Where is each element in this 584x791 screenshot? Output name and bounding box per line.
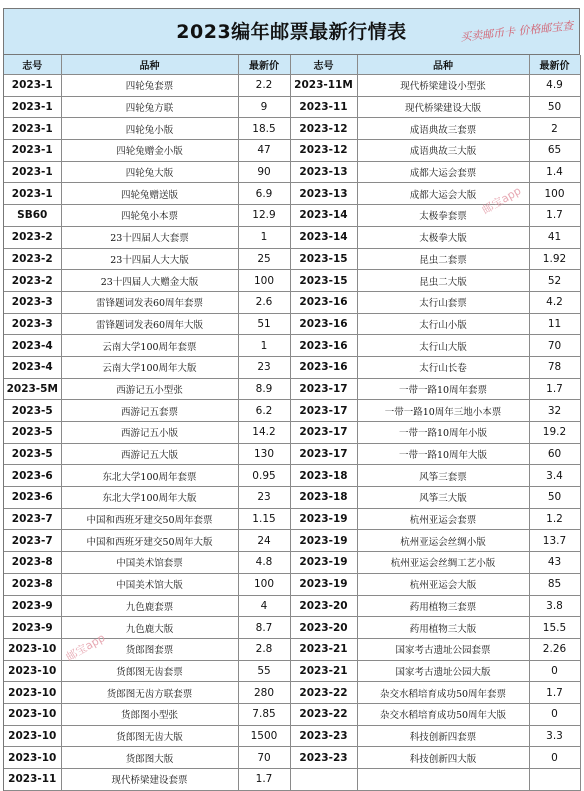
table-row	[4, 703, 580, 725]
cell-name-left: 东北大学100周年大版	[61, 487, 238, 509]
cell-price-left: 12.9	[238, 205, 290, 227]
table-row	[4, 552, 580, 574]
cell-price-right: 19.2	[529, 422, 580, 444]
cell-price-left: 2.2	[238, 75, 290, 97]
cell-name-right: 药用植物三套票	[357, 595, 529, 617]
cell-name-right: 太行山套票	[357, 291, 529, 313]
table-row	[4, 356, 580, 378]
cell-code-right: 2023-12	[290, 140, 357, 162]
table-row	[4, 487, 580, 509]
table-row	[4, 291, 580, 313]
cell-code-right: 2023-17	[290, 443, 357, 465]
table-row	[4, 573, 580, 595]
cell-price-right: 3.3	[529, 725, 580, 747]
cell-name-left: 四轮兔小版	[61, 118, 238, 140]
watermark: 邮宝app	[63, 631, 108, 664]
cell-code-left: 2023-5M	[4, 378, 61, 400]
cell-price-left: 100	[238, 573, 290, 595]
cell-name-right: 太极拳套票	[357, 205, 529, 227]
table-row	[4, 400, 580, 422]
header-name-right: 品种	[357, 55, 529, 75]
cell-name-left: 23十四届人大套票	[61, 226, 238, 248]
cell-code-left: 2023-2	[4, 270, 61, 292]
table-row	[4, 508, 580, 530]
cell-price-left: 23	[238, 487, 290, 509]
cell-name-left: 四轮兔赠金小版	[61, 140, 238, 162]
cell-code-left: 2023-5	[4, 422, 61, 444]
cell-code-right: 2023-23	[290, 747, 357, 769]
cell-code-right: 2023-15	[290, 248, 357, 270]
table-row	[4, 443, 580, 465]
cell-price-right: 3.4	[529, 465, 580, 487]
cell-price-left: 55	[238, 660, 290, 682]
cell-code-right: 2023-23	[290, 725, 357, 747]
cell-name-right: 风筝三套票	[357, 465, 529, 487]
cell-name-right: 太行山小版	[357, 313, 529, 335]
cell-price-left: 25	[238, 248, 290, 270]
cell-price-left: 1.7	[238, 769, 290, 791]
header-code-right: 志号	[290, 55, 357, 75]
table-row	[4, 595, 580, 617]
cell-price-right: 50	[529, 96, 580, 118]
cell-code-left: 2023-6	[4, 487, 61, 509]
cell-name-right: 杂交水稻培育成功50周年大版	[357, 703, 529, 725]
cell-code-right: 2023-15	[290, 270, 357, 292]
cell-name-left: 23十四届人大赠金大版	[61, 270, 238, 292]
table-row	[4, 682, 580, 704]
table-row	[4, 75, 580, 97]
cell-name-right: 太行山大版	[357, 335, 529, 357]
cell-code-left: 2023-10	[4, 703, 61, 725]
cell-code-right: 2023-16	[290, 335, 357, 357]
cell-code-right: 2023-20	[290, 617, 357, 639]
cell-price-left: 7.85	[238, 703, 290, 725]
cell-price-right: 0	[529, 703, 580, 725]
cell-price-left: 2.8	[238, 638, 290, 660]
cell-code-left: 2023-7	[4, 530, 61, 552]
cell-name-left: 四轮兔方联	[61, 96, 238, 118]
cell-code-left: 2023-6	[4, 465, 61, 487]
cell-code-right: 2023-20	[290, 595, 357, 617]
cell-price-right: 100	[529, 183, 580, 205]
cell-code-left: 2023-9	[4, 595, 61, 617]
cell-name-right: 昆虫二套票	[357, 248, 529, 270]
cell-price-right: 60	[529, 443, 580, 465]
cell-name-right: 太行山长卷	[357, 356, 529, 378]
watermark: 邮宝app	[479, 184, 524, 217]
cell-price-left: 1	[238, 335, 290, 357]
cell-name-left: 中国和西班牙建交50周年套票	[61, 508, 238, 530]
cell-price-right: 1.4	[529, 161, 580, 183]
cell-code-left: 2023-1	[4, 96, 61, 118]
cell-code-left: 2023-10	[4, 638, 61, 660]
cell-price-right: 15.5	[529, 617, 580, 639]
cell-price-right: 4.9	[529, 75, 580, 97]
cell-name-right	[357, 769, 529, 791]
cell-name-right: 一带一路10周年套票	[357, 378, 529, 400]
table-row	[4, 226, 580, 248]
cell-price-right: 13.7	[529, 530, 580, 552]
header-name-left: 品种	[61, 55, 238, 75]
cell-price-left: 130	[238, 443, 290, 465]
cell-price-left: 100	[238, 270, 290, 292]
cell-code-left: 2023-5	[4, 443, 61, 465]
cell-price-right: 0	[529, 747, 580, 769]
cell-price-left: 51	[238, 313, 290, 335]
cell-code-right: 2023-17	[290, 400, 357, 422]
cell-name-left: 西游记五小版	[61, 422, 238, 444]
table-row	[4, 378, 580, 400]
cell-name-right: 成都大运会套票	[357, 161, 529, 183]
cell-price-right: 41	[529, 226, 580, 248]
cell-name-right: 科技创新四大版	[357, 747, 529, 769]
cell-price-left: 70	[238, 747, 290, 769]
cell-price-left: 0.95	[238, 465, 290, 487]
cell-name-right: 现代桥梁建设小型张	[357, 75, 529, 97]
cell-price-left: 6.9	[238, 183, 290, 205]
cell-name-left: 中国和西班牙建交50周年大版	[61, 530, 238, 552]
cell-price-right: 3.8	[529, 595, 580, 617]
table-row	[4, 422, 580, 444]
cell-code-right: 2023-19	[290, 530, 357, 552]
cell-code-left: 2023-1	[4, 118, 61, 140]
cell-price-left: 4	[238, 595, 290, 617]
cell-price-right: 70	[529, 335, 580, 357]
cell-price-right: 43	[529, 552, 580, 574]
cell-name-right: 杭州亚运会丝绸工艺小版	[357, 552, 529, 574]
cell-price-right: 78	[529, 356, 580, 378]
cell-price-left: 18.5	[238, 118, 290, 140]
cell-price-right: 1.7	[529, 378, 580, 400]
table-row	[4, 530, 580, 552]
cell-code-left: 2023-10	[4, 660, 61, 682]
cell-name-right: 杭州亚运会大版	[357, 573, 529, 595]
cell-code-left: 2023-5	[4, 400, 61, 422]
header-price-left: 最新价	[238, 55, 290, 75]
cell-name-left: 西游记五大版	[61, 443, 238, 465]
cell-code-left: 2023-1	[4, 183, 61, 205]
cell-code-left: 2023-7	[4, 508, 61, 530]
cell-name-right: 成语典故三大版	[357, 140, 529, 162]
cell-price-right: 0	[529, 660, 580, 682]
cell-name-right: 杂交水稻培育成功50周年套票	[357, 682, 529, 704]
table-row	[4, 465, 580, 487]
price-table	[4, 55, 581, 791]
cell-name-left: 现代桥梁建设套票	[61, 769, 238, 791]
cell-code-left: 2023-1	[4, 140, 61, 162]
cell-code-right: 2023-13	[290, 161, 357, 183]
cell-name-left: 东北大学100周年套票	[61, 465, 238, 487]
cell-price-left: 8.9	[238, 378, 290, 400]
cell-name-right: 杭州亚运会套票	[357, 508, 529, 530]
cell-price-right: 52	[529, 270, 580, 292]
cell-price-right	[529, 769, 580, 791]
cell-code-left: 2023-8	[4, 552, 61, 574]
cell-code-right: 2023-16	[290, 356, 357, 378]
cell-code-left: 2023-10	[4, 747, 61, 769]
cell-name-right: 药用植物三大版	[357, 617, 529, 639]
cell-name-left: 雷锋题词发表60周年大版	[61, 313, 238, 335]
cell-price-left: 280	[238, 682, 290, 704]
cell-name-right: 昆虫二大版	[357, 270, 529, 292]
ad-stamp-text: 买卖邮币卡 价格邮宝查	[459, 19, 574, 44]
cell-price-right: 1.2	[529, 508, 580, 530]
table-row	[4, 747, 580, 769]
cell-code-right: 2023-12	[290, 118, 357, 140]
cell-code-right: 2023-16	[290, 291, 357, 313]
cell-code-left: 2023-2	[4, 226, 61, 248]
cell-code-right: 2023-11M	[290, 75, 357, 97]
cell-name-left: 中国美术馆套票	[61, 552, 238, 574]
cell-name-left: 九色鹿大版	[61, 617, 238, 639]
cell-price-right: 65	[529, 140, 580, 162]
cell-price-left: 1	[238, 226, 290, 248]
cell-code-left: 2023-1	[4, 75, 61, 97]
cell-name-left: 西游记五套票	[61, 400, 238, 422]
cell-price-right: 32	[529, 400, 580, 422]
cell-price-left: 2.6	[238, 291, 290, 313]
cell-name-left: 中国美术馆大版	[61, 573, 238, 595]
cell-code-left: 2023-3	[4, 291, 61, 313]
table-row	[4, 725, 580, 747]
table-row	[4, 118, 580, 140]
cell-price-left: 9	[238, 96, 290, 118]
cell-code-left: 2023-10	[4, 725, 61, 747]
table-row	[4, 140, 580, 162]
cell-price-right: 50	[529, 487, 580, 509]
table-row	[4, 96, 580, 118]
cell-name-left: 四轮兔大版	[61, 161, 238, 183]
cell-name-right: 一带一路10周年小版	[357, 422, 529, 444]
cell-name-right: 科技创新四套票	[357, 725, 529, 747]
cell-code-right: 2023-14	[290, 226, 357, 248]
cell-name-left: 23十四届人大大版	[61, 248, 238, 270]
cell-code-right: 2023-11	[290, 96, 357, 118]
header-row	[4, 55, 580, 75]
cell-name-left: 货郎图无齿方联套票	[61, 682, 238, 704]
table-row	[4, 183, 580, 205]
cell-name-right: 太极拳大版	[357, 226, 529, 248]
cell-price-right: 11	[529, 313, 580, 335]
cell-price-left: 14.2	[238, 422, 290, 444]
cell-name-right: 国家考古遗址公园大版	[357, 660, 529, 682]
cell-price-left: 24	[238, 530, 290, 552]
cell-name-right: 一带一路10周年大版	[357, 443, 529, 465]
cell-code-right: 2023-19	[290, 508, 357, 530]
table-row	[4, 769, 580, 791]
cell-code-right: 2023-14	[290, 205, 357, 227]
table-row	[4, 638, 580, 660]
header-price-right: 最新价	[529, 55, 580, 75]
cell-name-right: 成语典故三套票	[357, 118, 529, 140]
cell-price-left: 8.7	[238, 617, 290, 639]
table-row	[4, 205, 580, 227]
cell-name-left: 云南大学100周年大版	[61, 356, 238, 378]
cell-code-left: 2023-10	[4, 682, 61, 704]
cell-name-left: 四轮兔赠送版	[61, 183, 238, 205]
cell-price-left: 1500	[238, 725, 290, 747]
cell-code-left: 2023-3	[4, 313, 61, 335]
cell-name-right: 风筝三大版	[357, 487, 529, 509]
cell-code-left: 2023-8	[4, 573, 61, 595]
cell-name-left: 货郎图套票	[61, 638, 238, 660]
price-sheet	[3, 8, 580, 791]
cell-code-right: 2023-18	[290, 487, 357, 509]
cell-name-left: 西游记五小型张	[61, 378, 238, 400]
cell-name-right: 成都大运会大版	[357, 183, 529, 205]
cell-name-left: 四轮兔套票	[61, 75, 238, 97]
cell-code-right: 2023-17	[290, 422, 357, 444]
cell-code-left: 2023-1	[4, 161, 61, 183]
cell-price-right: 1.7	[529, 682, 580, 704]
cell-code-left: 2023-11	[4, 769, 61, 791]
page-title: 2023编年邮票最新行情表	[176, 21, 407, 43]
cell-name-right: 现代桥梁建设大版	[357, 96, 529, 118]
cell-code-left: 2023-4	[4, 356, 61, 378]
cell-price-right: 1.7	[529, 205, 580, 227]
table-row	[4, 335, 580, 357]
cell-price-left: 6.2	[238, 400, 290, 422]
cell-code-left: 2023-2	[4, 248, 61, 270]
cell-code-right: 2023-19	[290, 552, 357, 574]
cell-name-left: 四轮兔小本票	[61, 205, 238, 227]
cell-code-right: 2023-21	[290, 660, 357, 682]
table-row	[4, 660, 580, 682]
cell-name-right: 一带一路10周年三地小本票	[357, 400, 529, 422]
cell-price-left: 47	[238, 140, 290, 162]
cell-name-right: 国家考古遗址公园套票	[357, 638, 529, 660]
cell-code-right: 2023-22	[290, 703, 357, 725]
cell-code-left: 2023-4	[4, 335, 61, 357]
cell-price-left: 90	[238, 161, 290, 183]
table-row	[4, 313, 580, 335]
cell-name-left: 货郎图无齿套票	[61, 660, 238, 682]
cell-price-right: 2	[529, 118, 580, 140]
cell-code-left: SB60	[4, 205, 61, 227]
cell-price-left: 1.15	[238, 508, 290, 530]
table-row	[4, 617, 580, 639]
cell-code-right: 2023-16	[290, 313, 357, 335]
cell-price-left: 23	[238, 356, 290, 378]
cell-code-left: 2023-9	[4, 617, 61, 639]
cell-price-right: 4.2	[529, 291, 580, 313]
table-row	[4, 270, 580, 292]
cell-name-right: 杭州亚运会丝绸小版	[357, 530, 529, 552]
table-body	[4, 75, 580, 791]
cell-name-left: 货郎图小型张	[61, 703, 238, 725]
cell-name-left: 货郎图大版	[61, 747, 238, 769]
cell-name-left: 九色鹿套票	[61, 595, 238, 617]
table-row	[4, 161, 580, 183]
header-code-left: 志号	[4, 55, 61, 75]
cell-price-right: 1.92	[529, 248, 580, 270]
cell-name-left: 货郎图无齿大版	[61, 725, 238, 747]
cell-price-right: 2.26	[529, 638, 580, 660]
cell-code-right: 2023-21	[290, 638, 357, 660]
cell-code-right: 2023-19	[290, 573, 357, 595]
cell-price-right: 85	[529, 573, 580, 595]
cell-name-left: 雷锋题词发表60周年套票	[61, 291, 238, 313]
title-bar	[4, 9, 580, 55]
cell-code-right	[290, 769, 357, 791]
cell-code-right: 2023-18	[290, 465, 357, 487]
cell-code-right: 2023-22	[290, 682, 357, 704]
cell-code-right: 2023-17	[290, 378, 357, 400]
cell-name-left: 云南大学100周年套票	[61, 335, 238, 357]
cell-code-right: 2023-13	[290, 183, 357, 205]
cell-price-left: 4.8	[238, 552, 290, 574]
table-row	[4, 248, 580, 270]
